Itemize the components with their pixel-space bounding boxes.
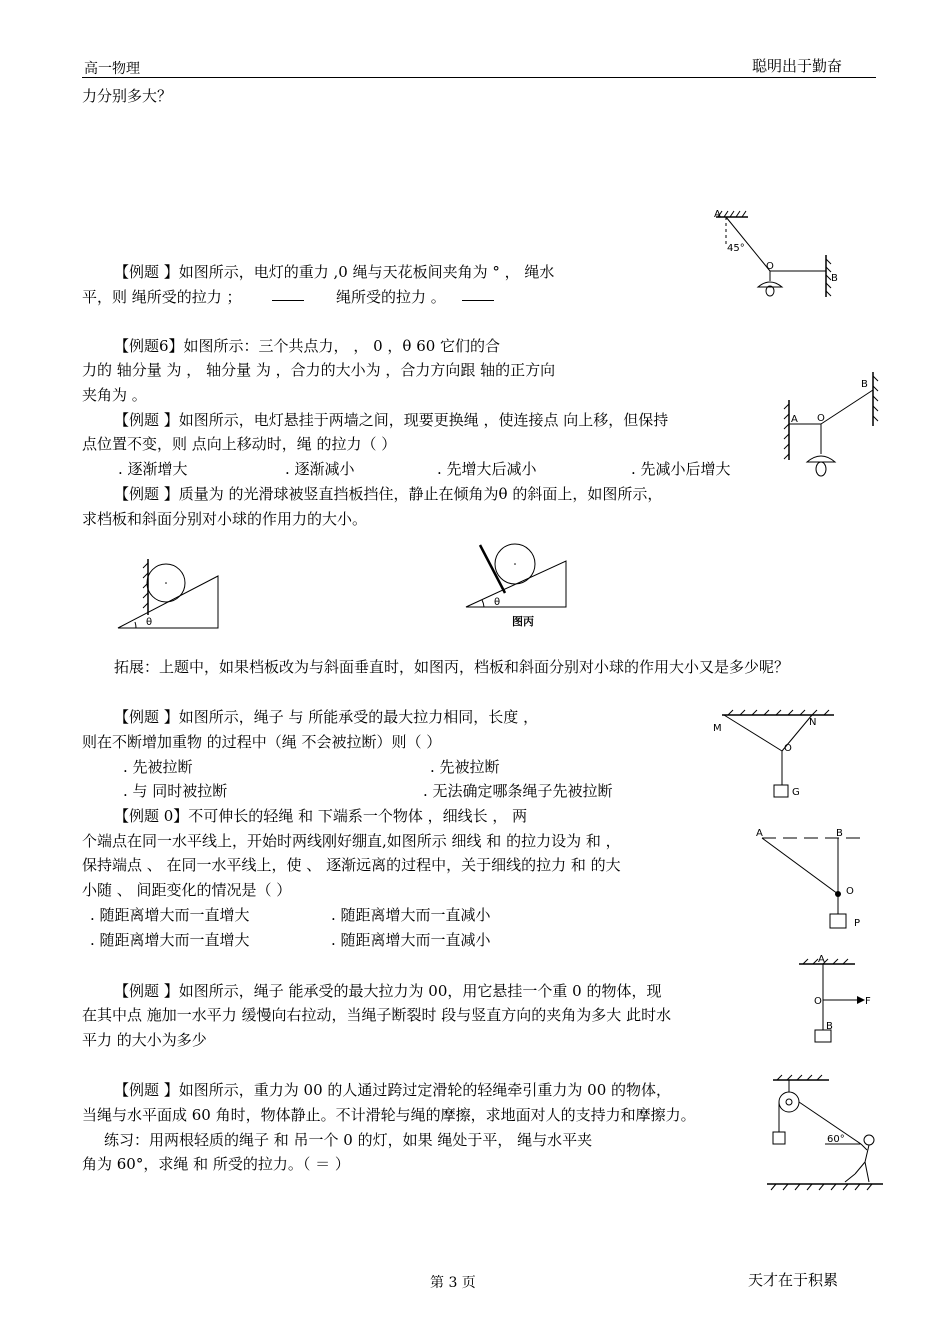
text-line: 拓展：上题中，如果档板改为与斜面垂直时，如图丙，档板和斜面分别对小球的作用大小又是多少呢？ (114, 658, 790, 676)
label-n: N (809, 717, 817, 728)
text-line: 则在不断增加重物 的过程中（绳 不会被拉断）则（ ） (82, 733, 442, 751)
header-rule (82, 77, 876, 78)
option: . 逐渐减小 (285, 460, 355, 478)
answer-blank (272, 300, 304, 301)
option: . 先被拉断 (123, 758, 193, 776)
text-line: 【例题6】如图所示：三个共点力， ， 0 ，θ 60 它们的合 (114, 337, 501, 355)
page-number: 第 3 页 (430, 1275, 476, 1291)
option: . 与 同时被拉断 (123, 782, 228, 800)
text-line: 角为 60°，求绳 和 所受的拉力。（ ＝ ） (82, 1155, 350, 1173)
figure-lamp-45 (700, 205, 850, 305)
label-f: F (865, 996, 871, 1007)
label-theta: θ (146, 617, 153, 628)
text-line: 【例题 】如图所示，绳子 能承受的最大拉力为 00，用它悬挂一个重 0 的物体，现 (114, 982, 662, 1000)
text-line: 【例题 】如图所示，电灯悬挂于两墙之间，现要更换绳 ，使连接点 向上移，但保持 (114, 411, 669, 429)
label-o: O (846, 886, 854, 897)
label-angle: 45° (727, 243, 745, 254)
option: . 先被拉断 (430, 758, 500, 776)
figure-ropes (710, 705, 840, 805)
header-subject: 高一物理 (84, 61, 140, 77)
text-line: 【例题 】质量为 的光滑球被竖直挡板挡住，静止在倾角为θ 的斜面上，如图所示， (114, 485, 663, 503)
option: . 先减小后增大 (631, 460, 731, 478)
figure-pulley (765, 1062, 890, 1197)
label-o: O (784, 743, 792, 754)
text-line: 在其中点 施加一水平力 缓慢向右拉动，当绳子断裂时 段与竖直方向的夹角为多大 此时水 (82, 1006, 672, 1024)
label-angle: 60° (827, 1134, 845, 1145)
option: . 随距离增大而一直减小 (331, 931, 491, 949)
text-line: 平力 的大小为多少 (82, 1031, 207, 1049)
option: . 先增大后减小 (437, 460, 537, 478)
header-motto: 聪明出于勤奋 (752, 57, 843, 75)
label-b: B (831, 273, 838, 284)
label-o: O (766, 261, 774, 272)
label-a: A (818, 954, 825, 965)
text-line: 【例题 】如图所示，绳子 与 所能承受的最大拉力相同，长度 ， (114, 708, 539, 726)
label-a: A (791, 414, 798, 425)
figure-caption: 图丙 (512, 615, 534, 628)
label-p: P (854, 918, 861, 929)
footer-motto: 天才在于积累 (748, 1271, 839, 1289)
answer-blank (462, 300, 494, 301)
text-line: 夹角为 。 (82, 386, 147, 404)
label-o: O (814, 996, 822, 1007)
label-b: B (861, 379, 868, 390)
label-m: M (713, 723, 722, 734)
option: . 随距离增大而一直减小 (331, 906, 491, 924)
text-line: 力分别多大？ (82, 87, 173, 105)
label-o: O (817, 413, 825, 424)
label-b: B (836, 828, 843, 839)
figure-lamp-walls (775, 370, 885, 485)
text-line: 小随 、 间距变化的情况是（ ） (82, 881, 292, 899)
text-line: 力的 轴分量 为 ， 轴分量 为 ，合力的大小为 ，合力方向跟 轴的正方向 (82, 361, 556, 379)
text-line: 【例题 0】不可伸长的轻绳 和 下端系一个物体 ，细线长 ， 两 (114, 807, 528, 825)
figure-incline-perpendicular (460, 535, 580, 635)
option: . 逐渐增大 (118, 460, 188, 478)
text-line: 平，则 绳所受的拉力 ； (82, 288, 242, 306)
label-b: B (826, 1021, 833, 1032)
label-a: A (714, 209, 721, 220)
option: . 无法确定哪条绳子先被拉断 (423, 782, 613, 800)
option: . 随距离增大而一直增大 (90, 906, 250, 924)
label-a: A (756, 828, 763, 839)
text-line: 【例题 】如图所示，重力为 00 的人通过跨过定滑轮的轻绳牵引重力为 00 的物体， (114, 1081, 672, 1099)
text-line: 求档板和斜面分别对小球的作用力的大小。 (82, 510, 368, 528)
text-line: 绳所受的拉力 。 (336, 288, 446, 306)
option: . 随距离增大而一直增大 (90, 931, 250, 949)
label-g: G (792, 787, 800, 798)
text-line: 保持端点 、 在同一水平线上，使 、 逐渐远离的过程中，关于细线的拉力 和 的大 (82, 856, 621, 874)
text-line: 点位置不变，则 点向上移动时，绳 的拉力（ ） (82, 435, 397, 453)
text-line: 个端点在同一水平线上，开始时两线刚好绷直,如图所示 细线 和 的拉力设为 和 ， (82, 832, 621, 850)
figure-hang (752, 822, 872, 937)
text-line: 练习：用两根轻质的绳子 和 吊一个 0 的灯，如果 绳处于平， 绳与水平夹 (104, 1131, 593, 1149)
label-theta: θ (494, 597, 501, 608)
text-line: 当绳与水平面成 60 角时，物体静止。不计滑轮与绳的摩擦，求地面对人的支持力和摩擦力。 (82, 1106, 696, 1124)
figure-pull (793, 950, 883, 1045)
text-line: 【例题 】如图所示，电灯的重力 ,0 绳与天花板间夹角为 ° ， 绳水 (114, 263, 555, 281)
figure-incline-vertical (110, 555, 230, 635)
